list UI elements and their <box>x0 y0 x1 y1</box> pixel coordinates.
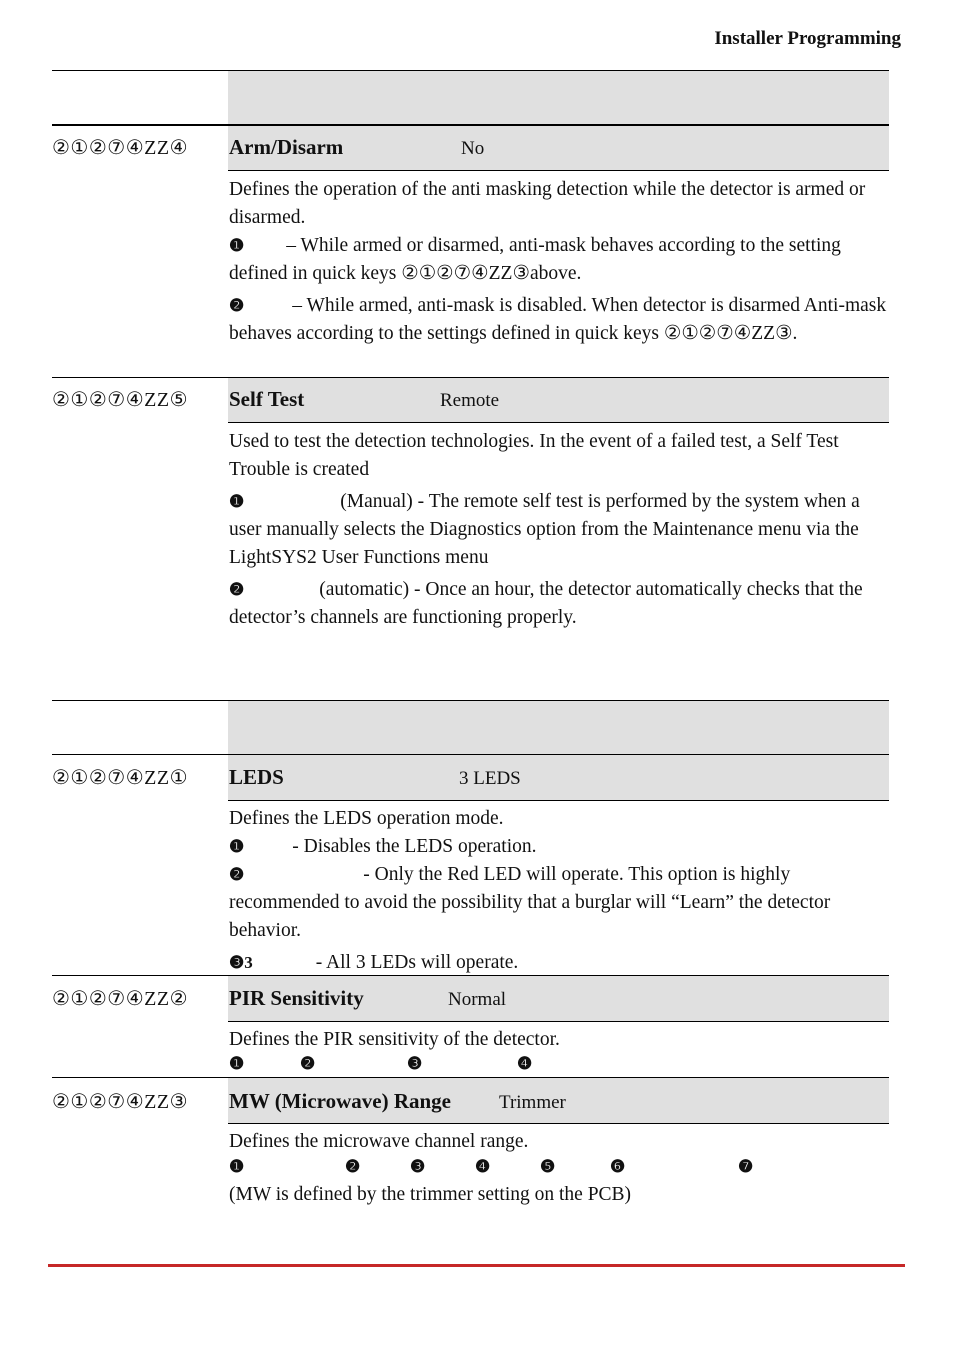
pir-default: Normal <box>448 989 507 1010</box>
page-header-title: Installer Programming <box>714 28 901 49</box>
self-test-quick-key: ②①②⑦④ZZ⑤ <box>52 389 189 411</box>
option-1-text: – While armed or disarmed, anti-mask behaves according to the setting defined in quick keys <box>229 235 841 284</box>
leds-default: 3 LEDS <box>459 768 521 789</box>
option-1-text: (Manual) - The remote self test is performed by the system when a user manually selects the Diagnostics option from the Maintenance menu via the LightSYS2 User Functions menu <box>229 491 860 568</box>
pir-quick-key: ②①②⑦④ZZ② <box>52 988 189 1010</box>
option-1-text: - Disables the LEDS operation. <box>292 836 537 857</box>
mw-option-5: ❺ <box>540 1157 556 1176</box>
leds-description <box>229 805 891 977</box>
option-2-text: (automatic) - Once an hour, the detector automatically checks that the detector’s channels are functioning properly. <box>229 579 863 628</box>
arm-disarm-desc-text: Defines the operation of the anti masking detection while the detector is armed or disarmed. <box>229 179 866 228</box>
mw-option-3: ❸ <box>410 1157 426 1176</box>
leds-title-rule <box>228 800 889 801</box>
arm-disarm-option-1 <box>229 232 891 288</box>
self-test-title-band <box>228 378 889 422</box>
mw-note: (MW is defined by the trimmer setting on the PCB) <box>229 1184 632 1205</box>
pir-option-2: ❷ <box>300 1054 316 1073</box>
self-test-description <box>229 428 891 632</box>
leds-desc-text: Defines the LEDS operation mode. <box>229 808 504 829</box>
self-test-desc-text: Used to test the detection technologies. In the event of a failed test, a Self Test Trouble is created <box>229 431 839 480</box>
pir-description: Defines the PIR sensitivity of the detector. <box>229 1029 560 1050</box>
leds-title-band <box>228 755 889 800</box>
mw-option-1: ❶ <box>229 1157 245 1176</box>
arm-disarm-title-rule <box>228 170 889 171</box>
arm-disarm-description <box>229 176 891 348</box>
mw-default: Trimmer <box>499 1092 566 1113</box>
option-number-2: ❷ <box>229 865 245 884</box>
pir-title-rule <box>228 1021 889 1022</box>
self-test-option-1 <box>229 488 891 572</box>
option-3-text: - All 3 LEDs will operate. <box>315 952 519 973</box>
arm-disarm-option-2 <box>229 292 891 348</box>
arm-disarm-title: Arm/Disarm <box>229 135 344 159</box>
footer-rule <box>48 1264 905 1267</box>
pir-option-4: ❹ <box>517 1054 533 1073</box>
mw-option-7: ❼ <box>738 1157 754 1176</box>
table2-header-band <box>228 701 889 754</box>
option-number-2: ❷ <box>229 296 245 315</box>
self-test-title-rule <box>228 422 889 423</box>
option-2-text: - Only the Red LED will operate. This option is highly recommended to avoid the possibility that a burglar will “Learn” the detector behavior. <box>229 864 831 941</box>
option-number-2: ❷ <box>229 580 245 599</box>
self-test-default: Remote <box>440 390 500 411</box>
option-number-1: ❶ <box>229 837 245 856</box>
arm-disarm-default: No <box>461 138 485 159</box>
mw-option-4: ❹ <box>475 1157 491 1176</box>
option-number-1: ❶ <box>229 492 245 511</box>
mw-option-2: ❷ <box>345 1157 361 1176</box>
mw-description: Defines the microwave channel range. <box>229 1131 529 1152</box>
mw-title: MW (Microwave) Range <box>229 1089 451 1113</box>
option-1-quick-key: ②①②⑦④ZZ③ <box>401 263 530 284</box>
leds-option-1 <box>229 833 891 861</box>
mw-title-rule <box>228 1123 889 1124</box>
self-test-option-2 <box>229 576 891 632</box>
option-1-text-end: above. <box>529 263 582 284</box>
mw-quick-key: ②①②⑦④ZZ③ <box>52 1091 189 1113</box>
pir-option-1: ❶ <box>229 1054 245 1073</box>
self-test-title: Self Test <box>229 387 305 411</box>
pir-title: PIR Sensitivity <box>229 986 364 1010</box>
option-number-1: ❶ <box>229 236 245 255</box>
table-header-band <box>228 71 889 124</box>
mw-option-6: ❻ <box>610 1157 626 1176</box>
pir-option-3: ❸ <box>407 1054 423 1073</box>
leds-title: LEDS <box>229 765 284 789</box>
leds-quick-key: ②①②⑦④ZZ① <box>52 767 189 789</box>
leds-option-2 <box>229 861 891 945</box>
option-number-3: ❸3 <box>229 953 253 972</box>
option-2-text: – While armed, anti-mask is disabled. When detector is disarmed Anti-mask behaves according to the settings defined in quick keys ②①②⑦④ZZ③. <box>229 295 887 344</box>
leds-option-3 <box>229 949 891 977</box>
arm-disarm-quick-key: ②①②⑦④ZZ④ <box>52 137 189 159</box>
